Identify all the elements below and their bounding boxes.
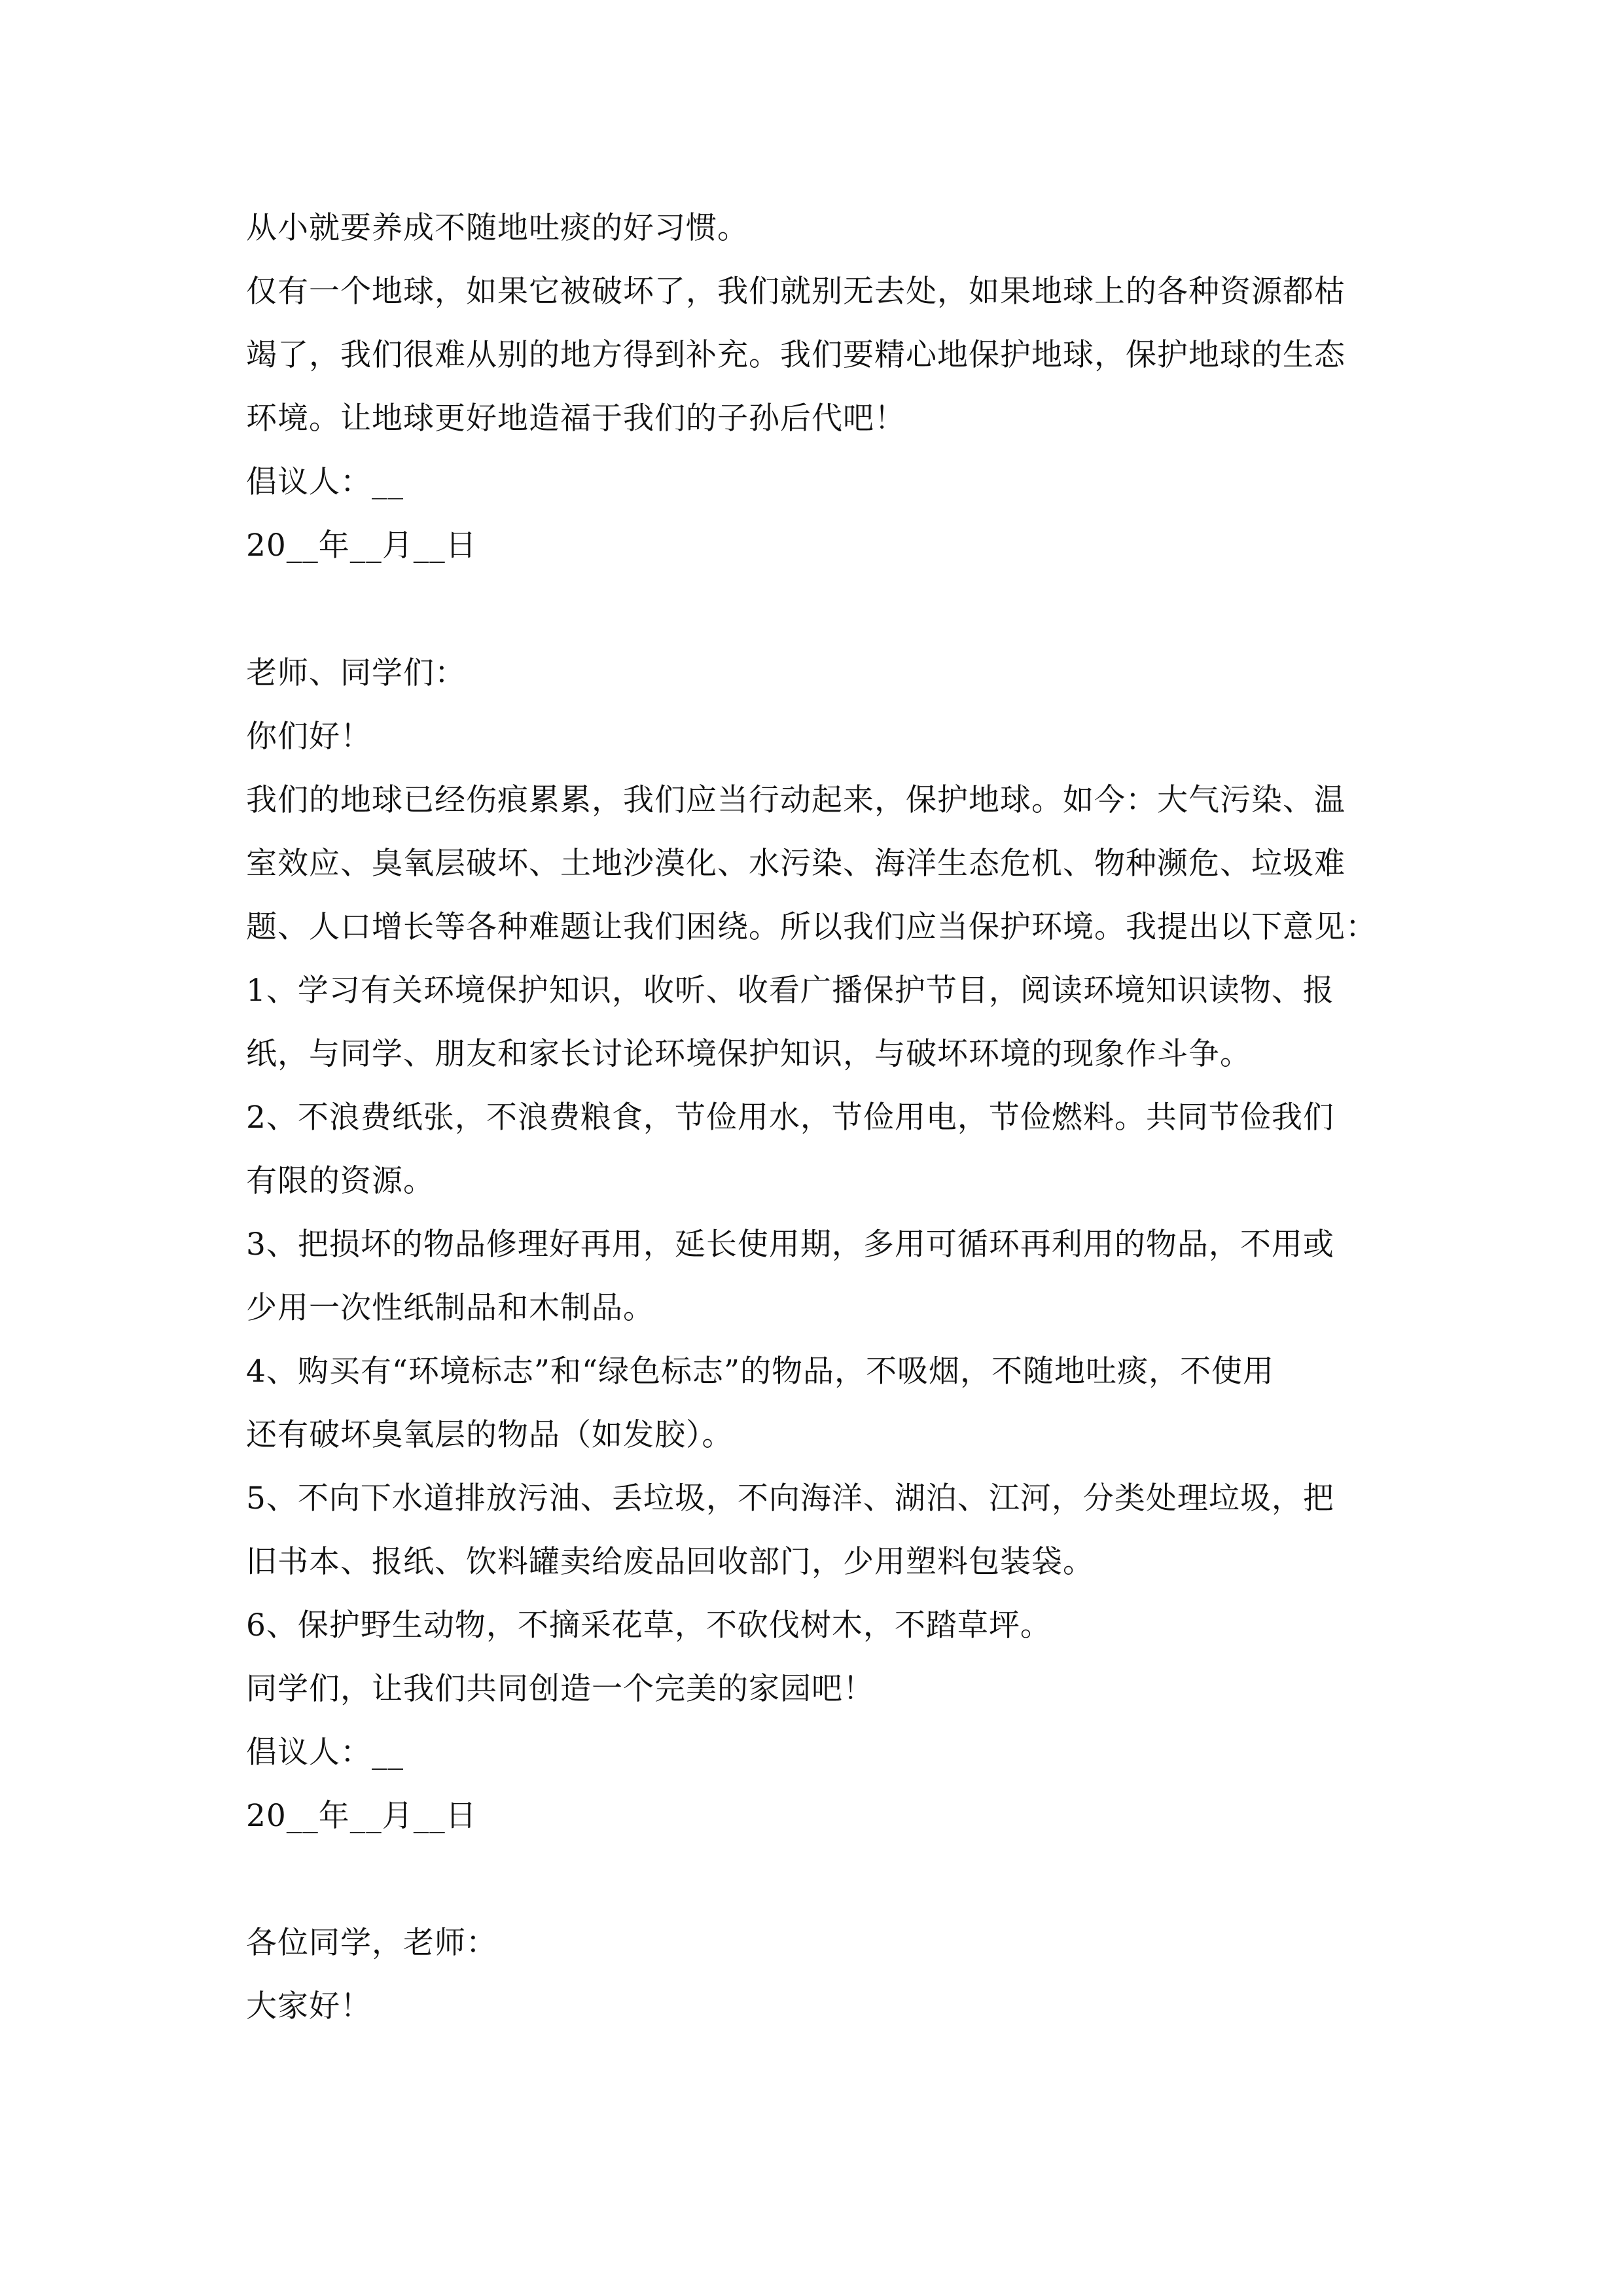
list-item-5-cont: 旧书本、报纸、饮料罐卖给废品回收部门，少用塑料包装袋。 — [246, 1544, 1094, 1580]
list-item-4: 4、购买有“环境标志”和“绿色标志”的物品，不吸烟，不随地吐痰，不使用 — [246, 1354, 1275, 1390]
greeting: 大家好！ — [246, 1988, 372, 2024]
proposer-line: 倡议人：__ — [246, 464, 404, 500]
proposer-line: 倡议人：__ — [246, 1734, 404, 1770]
list-item-6: 6、保护野生动物，不摘采花草，不砍伐树木，不踏草坪。 — [246, 1607, 1052, 1643]
list-item-3-cont: 少用一次性纸制品和木制品。 — [246, 1290, 654, 1326]
text-line: 室效应、臭氧层破坏、土地沙漠化、水污染、海洋生态危机、物种濒危、垃圾难 — [246, 846, 1346, 882]
text-line: 从小就要养成不随地吐痰的好习惯。 — [246, 210, 749, 246]
list-item-2-cont: 有限的资源。 — [246, 1163, 435, 1199]
text-line: 竭了，我们很难从别的地方得到补充。我们要精心地保护地球，保护地球的生态 — [246, 337, 1346, 373]
salutation: 各位同学，老师： — [246, 1925, 497, 1961]
list-item-1-cont: 纸，与同学、朋友和家长讨论环境保护知识，与破坏环境的现象作斗争。 — [246, 1036, 1251, 1072]
list-item-4-cont: 还有破坏臭氧层的物品（如发胶）。 — [246, 1417, 734, 1453]
list-item-5: 5、不向下水道排放污油、丢垃圾，不向海洋、湖泊、江河，分类处理垃圾，把 — [246, 1480, 1334, 1516]
salutation: 老师、同学们： — [246, 655, 466, 691]
list-item-3: 3、把损坏的物品修理好再用，延长使用期，多用可循环再利用的物品，不用或 — [246, 1227, 1334, 1263]
date-line: 20__年__月__日 — [246, 1798, 477, 1834]
text-line: 仅有一个地球，如果它被破坏了，我们就别无去处，如果地球上的各种资源都枯 — [246, 274, 1346, 310]
date-line: 20__年__月__日 — [246, 528, 477, 564]
list-item-1: 1、学习有关环境保护知识，收听、收看广播保护节目，阅读环境知识读物、报 — [246, 973, 1334, 1009]
text-line: 题、人口增长等各种难题让我们困绕。所以我们应当保护环境。我提出以下意见： — [246, 909, 1377, 945]
text-line: 我们的地球已经伤痕累累，我们应当行动起来，保护地球。如今：大气污染、温 — [246, 782, 1346, 818]
list-item-2: 2、不浪费纸张，不浪费粮食，节俭用水，节俭用电，节俭燃料。共同节俭我们 — [246, 1100, 1334, 1136]
closing-line: 同学们，让我们共同创造一个完美的家园吧！ — [246, 1671, 874, 1707]
text-line: 环境。让地球更好地造福于我们的子孙后代吧！ — [246, 401, 906, 437]
greeting: 你们好！ — [246, 719, 372, 755]
